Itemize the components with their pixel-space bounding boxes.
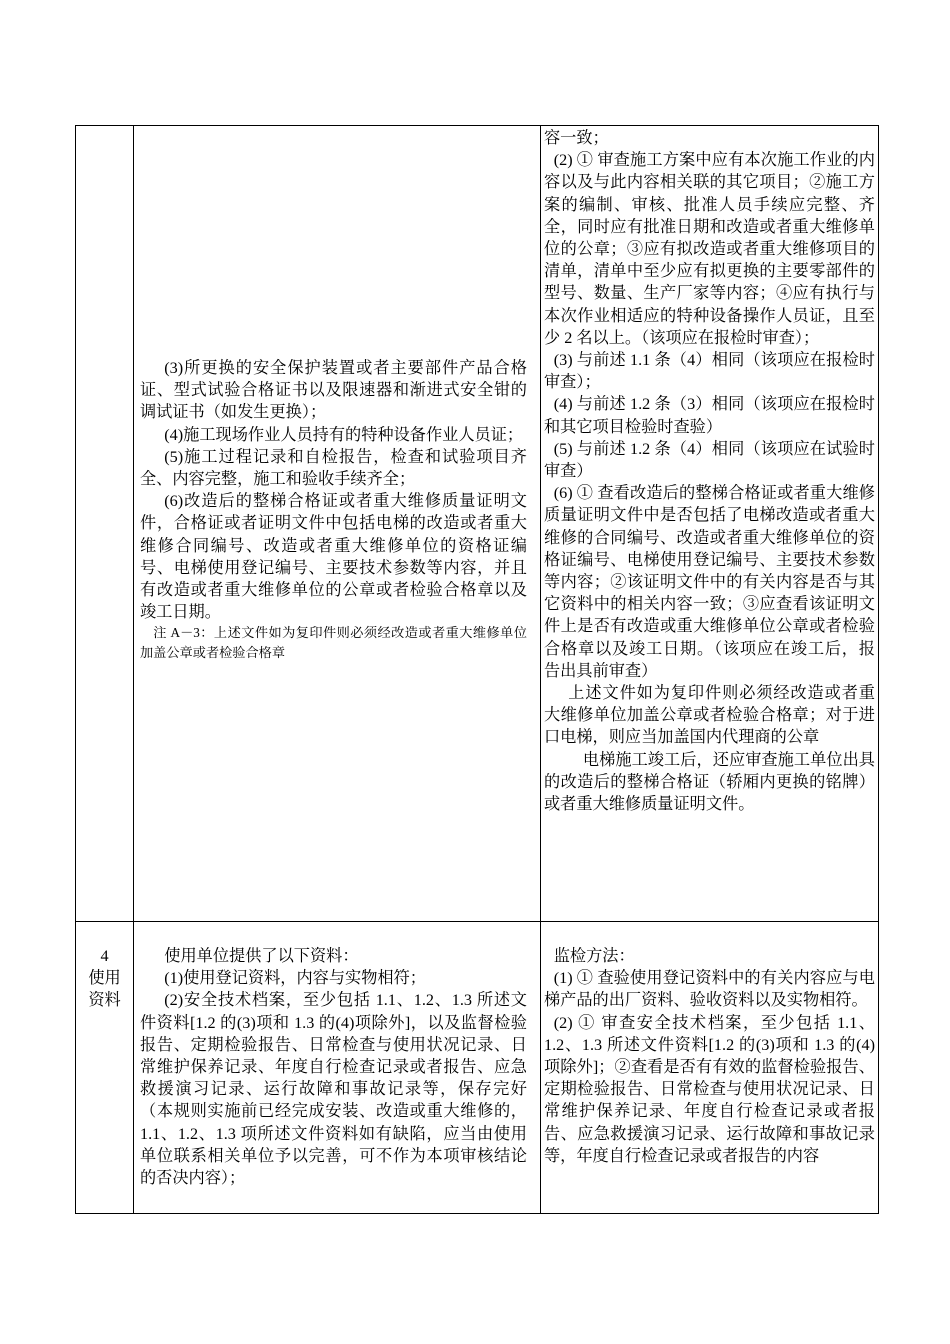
row4-requirements-cell xyxy=(140,945,527,1211)
requirement-note: 注 A－3：上述文件如为复印件则必须经改造或者重大维修单位加盖公章或者检验合格章 xyxy=(140,625,527,661)
item-name: 资料 xyxy=(88,991,121,1009)
method-item: 上述文件如为复印件则必须经改造或者重大维修单位加盖公章或者检验合格章；对于进口电梯，则应当加盖国内代理商的公章 xyxy=(544,684,875,747)
table-bottom-border xyxy=(75,1213,879,1214)
column-divider-1 xyxy=(133,125,134,1214)
requirement-item: (3)所更换的安全保护装置或者主要部件产品合格证、型式试验合格证书以及限速器和渐进式安全钳的调试证书（如发生更换）； xyxy=(140,359,527,422)
table-top-border xyxy=(75,125,879,126)
item-number: 4 xyxy=(100,947,109,965)
table-left-border xyxy=(75,125,76,1214)
requirement-item: (5)施工过程记录和自检报告，检查和试验项目齐全、内容完整，施工和验收手续齐全； xyxy=(140,447,527,489)
inspection-table xyxy=(75,125,879,1214)
row3-methods-cell xyxy=(544,127,875,815)
method-item: (1) ① 查验使用登记资料中的有关内容应与电梯产品的出厂资料、验收资料以及实物相符。 xyxy=(544,969,875,1010)
method-item: (5) 与前述 1.2 条（4）相同（该项应在试验时审查） xyxy=(544,439,875,481)
method-item: (2) ① 审查安全技术档案，至少包括 1.1、1.2、1.3 所述文件资料[1.2 的(3)项和 1.3 的(4)项除外]；②查看是否有有效的监督检验报告、定期检验报告、日常检查与使用状况记录、日常维护保养记录、年度自行检查记录或者报告、应急救援演习记录、运行故障和事故记录等，年度自行检查记录或者报告的内容 xyxy=(544,1013,875,1165)
method-item: (6) ① 查看改造后的整梯合格证或者重大维修质量证明文件中是否包括了电梯改造或者重大维修的合同编号、改造或者重大维修单位的资格证编号、电梯使用登记编号、主要技术参数等内容；②该证明文件中的有关内容是否与其它资料中的相关内容一致；③应查看该证明文件上是否有改造或重大维修单位公章或者检验合格章以及竣工日期。（该项应在竣工后，报告出具前审查） xyxy=(544,484,875,680)
requirement-item: 使用单位提供了以下资料： xyxy=(164,947,359,965)
table-right-border xyxy=(878,125,879,1214)
method-item: (4) 与前述 1.2 条（3）相同（该项应在报检时和其它项目检验时查验） xyxy=(544,395,875,436)
row4-methods-cell xyxy=(544,945,875,1211)
requirement-item: (4)施工现场作业人员持有的特种设备作业人员证； xyxy=(164,425,524,444)
method-item: 监检方法： xyxy=(553,947,635,965)
method-item: (2) ① 审查施工方案中应有本次施工作业的内容以及与此内容相关联的其它项目；②施工方案的编制、审核、批准人员手续应完整、齐全，同时应有批准日期和改造或者重大维修单位的公章；③应有拟改造或者重大维修项目的清单，清单中至少应有拟更换的主要零部件的型号、数量、生产厂家等内容；④应有执行与本次作业相适应的特种设备操作人员证，且至少 2 名以上。（该项应在报检时审查）； xyxy=(544,151,875,347)
method-item: 容一致； xyxy=(544,129,609,147)
row3-requirements-cell xyxy=(140,357,527,663)
row4-item-cell xyxy=(76,945,133,1011)
method-item: 电梯施工竣工后，还应审查施工单位出具的改造后的整梯合格证（轿厢内更换的铭牌）或者重大维修质量证明文件。 xyxy=(544,750,875,814)
method-item: (3) 与前述 1.1 条（4）相同（该项应在报检时审查）； xyxy=(544,351,875,392)
requirement-item: (1)使用登记资料，内容与实物相符； xyxy=(164,969,426,988)
requirement-item: (6)改造后的整梯合格证或者重大维修质量证明文件，合格证或者证明文件中包括电梯的改造或者重大维修合同编号、改造或者重大维修单位的资格证编号、电梯使用登记编号、主要技术参数等内容，并且有改造或者重大维修单位的公章或者检验合格章以及竣工日期。 xyxy=(140,492,527,622)
item-name: 使用 xyxy=(88,969,121,987)
requirement-item: (2)安全技术档案，至少包括 1.1、1.2、1.3 所述文件资料[1.2 的(3)项和 1.3 的(4)项除外]，以及监督检验报告、定期检验报告、日常检查与使用状况记录、日常维护保养记录、年度自行检查记录或者报告、应急救援演习记录、运行故障和事故记录等，保存完好（本规则实施前已经完成安装、改造或重大维修的，1.1、1.2、1.3 项所述文件资料如有缺陷，应当由使用单位联系相关单位予以完善，可不作为本项审核结论的否决内容）； xyxy=(140,991,527,1188)
row-divider xyxy=(75,921,879,922)
column-divider-2 xyxy=(540,125,541,1214)
